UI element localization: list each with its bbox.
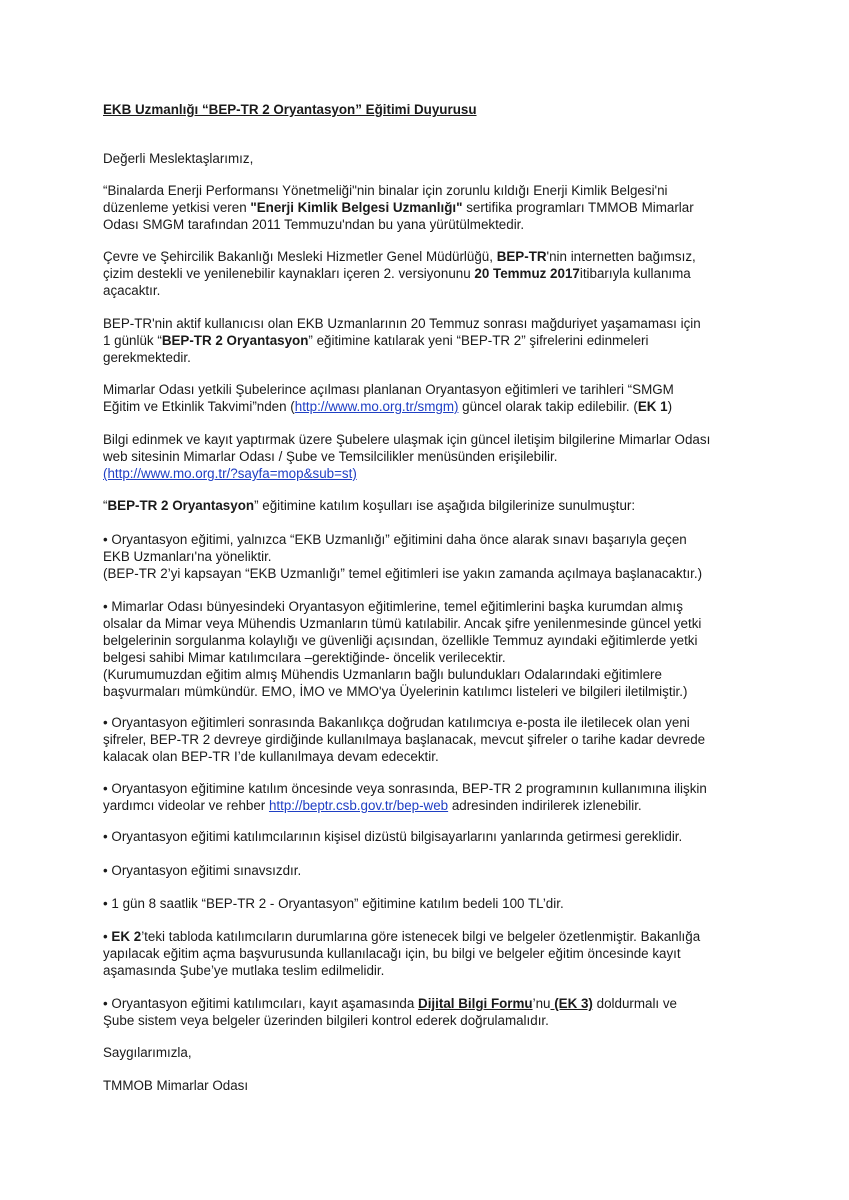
text-line: Mimarlar Odası yetkili Şubelerince açılması planlanan Oryantasyon eğitimleri ve tarihleri “SMGM [103,382,674,397]
bullet-laptop: • Oryantasyon eğitimi katılımcılarının kişisel dizüstü bilgisayarlarını yanlarında getirmesi gereklidir. [103,829,683,844]
text-span: ’teki tabloda katılımcıların durumlarına göre istenecek bilgi ve belgeler özetlenmiştir. Bakanlığa [141,929,701,944]
text-span: ’nu [532,996,551,1011]
text-line: (BEP-TR 2’yi kapsayan “EKB Uzmanlığı” temel eğitimleri ise yakın zamanda açılmaya başlanacaktır.) [103,566,703,581]
text-span: Çevre ve Şehircilik Bakanlığı Mesleki Hizmetler Genel Müdürlüğü, [103,249,497,264]
text-line: • Mimarlar Odası bünyesindeki Oryantasyon eğitimlerine, temel eğitimlerini başka kurumdan almış [103,599,683,614]
bold-text: BEP-TR [496,249,547,264]
text-span: 1 günlük “ [103,333,162,348]
text-span: adresinden indirilerek izlenebilir. [448,798,642,813]
digital-form-ref: Dijital Bilgi Formu [418,996,533,1011]
text-line: açacaktır. [103,283,161,298]
text-span: ) [667,399,673,414]
text-line: BEP-TR'nin aktif kullanıcısı olan EKB Uzmanlarının 20 Temmuz sonrası mağduriyet yaşamaması için [103,316,701,331]
smgm-link[interactable]: http://www.mo.org.tr/smgm) [294,399,459,414]
text-span: yardımcı videolar ve rehber [103,798,269,813]
text-line: gerekmektedir. [103,350,191,365]
bullet-no-exam: • Oryantasyon eğitimi sınavsızdır. [103,863,302,878]
text-line: belgesi sahibi Mimar katılımcılara –gerektiğinde- öncelik verilecektir. [103,650,506,665]
text-line [103,398,763,415]
text-span: itibarıyla kullanıma [579,266,691,281]
text-line: olsalar da Mimar veya Mühendis Uzmanların tümü katılabilir. Ancak şifre yenilenmesinde güncel yetki [103,616,702,631]
annex-3-ref: (EK 3) [550,996,593,1011]
greeting: Değerli Meslektaşlarımız, [103,151,254,166]
text-line: (Kurumumuzdan eğitim almış Mühendis Uzmanların bağlı bulundukları Odalarındaki eğitimlere [103,667,662,682]
text-span: ” eğitimine katılarak yeni “BEP-TR 2” şifrelerini edinmeleri [308,333,649,348]
text-line [103,928,763,945]
text-span: “ [103,498,108,513]
text-line [103,199,763,216]
bullet-fee: • 1 gün 8 saatlik “BEP-TR 2 - Oryantasyon” eğitimine katılım bedeli 100 TL’dir. [103,896,564,911]
document-title: EKB Uzmanlığı “BEP-TR 2 Oryantasyon” Eğitimi Duyurusu [103,102,477,117]
text-line [103,248,763,265]
bold-date: 20 Temmuz 2017 [474,266,580,281]
text-line: kalacak olan BEP-TR I’de kullanılmaya devam edecektir. [103,749,439,764]
text-line: belgelerinin sorgulanma kolaylığı ve güvenliği açısından, özellikle Temmuz ayındaki eğitimlerde yetki [103,633,698,648]
bold-text: BEP-TR 2 Oryantasyon [161,333,309,348]
conditions-intro [103,497,763,514]
closing: Saygılarımızla, [103,1045,192,1060]
text-line [103,995,763,1012]
text-line: başvurmaları mümkündür. EMO, İMO ve MMO'ya Üyelerinin katılımcı listeleri ve bilgileri iletilmiştir.) [103,684,688,699]
text-line [103,332,763,349]
text-line [103,265,763,282]
text-span: ” eğitimine katılım koşulları ise aşağıda bilgilerinize sunulmuştur: [254,498,636,513]
text-line: “Binalarda Enerji Performansı Yönetmeliği"nin binalar için zorunlu kıldığı Enerji Kimlik Belgesi'ni [103,183,668,198]
text-span: çizim destekli ve yenilenebilir kaynakları içeren 2. versiyonunu [103,266,475,281]
annex-1-ref: EK 1 [637,399,668,414]
text-line: Odası SMGM tarafından 2011 Temmuzu'ndan bu yana yürütülmektedir. [103,217,525,232]
bold-text: BEP-TR 2 Oryantasyon [107,498,255,513]
text-line [103,465,763,482]
text-line: aşamasında Şube’ye mutlaka teslim edilmelidir. [103,963,385,978]
text-span: sertifika programları TMMOB Mimarlar [462,200,694,215]
text-span: düzenleme yetkisi veren [103,200,251,215]
annex-2-ref: EK 2 [111,929,142,944]
text-span: 'nin internetten bağımsız, [546,249,696,264]
signature: TMMOB Mimarlar Odası [103,1078,249,1093]
text-span: • [103,929,112,944]
text-line [103,797,763,814]
bold-text: "Enerji Kimlik Belgesi Uzmanlığı" [250,200,463,215]
text-line: web sitesinin Mimarlar Odası / Şube ve Temsilcilikler menüsünden erişilebilir. [103,449,558,464]
text-span: güncel olarak takip edilebilir. ( [458,399,638,414]
text-line: yapılacak eğitim açma başvurusunda kullanılacağı için, bu bilgi ve belgeler eğitim öncesinde kayıt [103,946,681,961]
bep-web-link[interactable]: http://beptr.csb.gov.tr/bep-web [268,798,449,813]
text-line: EKB Uzmanları'na yöneliktir. [103,549,272,564]
text-span: Eğitim ve Etkinlik Takvimi”nden ( [103,399,295,414]
text-line: • Oryantasyon eğitimi, yalnızca “EKB Uzmanlığı” eğitimini daha önce alarak sınavı başarıyla geçen [103,532,687,547]
text-line: • Oryantasyon eğitimleri sonrasında Bakanlıkça doğrudan katılımcıya e-posta ile iletilecek olan yeni [103,715,690,730]
branches-link[interactable]: (http://www.mo.org.tr/?sayfa=mop&sub=st) [103,466,357,481]
text-line: Bilgi edinmek ve kayıt yaptırmak üzere Şubelere ulaşmak için güncel iletişim bilgilerine Mimarlar Odası [103,432,711,447]
text-span: doldurmalı ve [592,996,678,1011]
text-line: Şube sistem veya belgeler üzerinden bilgileri kontrol ederek doğrulamalıdır. [103,1013,549,1028]
text-span: • Oryantasyon eğitimi katılımcıları, kayıt aşamasında [103,996,419,1011]
text-line: • Oryantasyon eğitimine katılım öncesinde veya sonrasında, BEP-TR 2 programının kullanımına ilişkin [103,781,707,796]
text-line: şifreler, BEP-TR 2 devreye girdiğinde kullanılmaya başlanacak, mevcut şifreler o tarihe kadar devrede [103,732,706,747]
